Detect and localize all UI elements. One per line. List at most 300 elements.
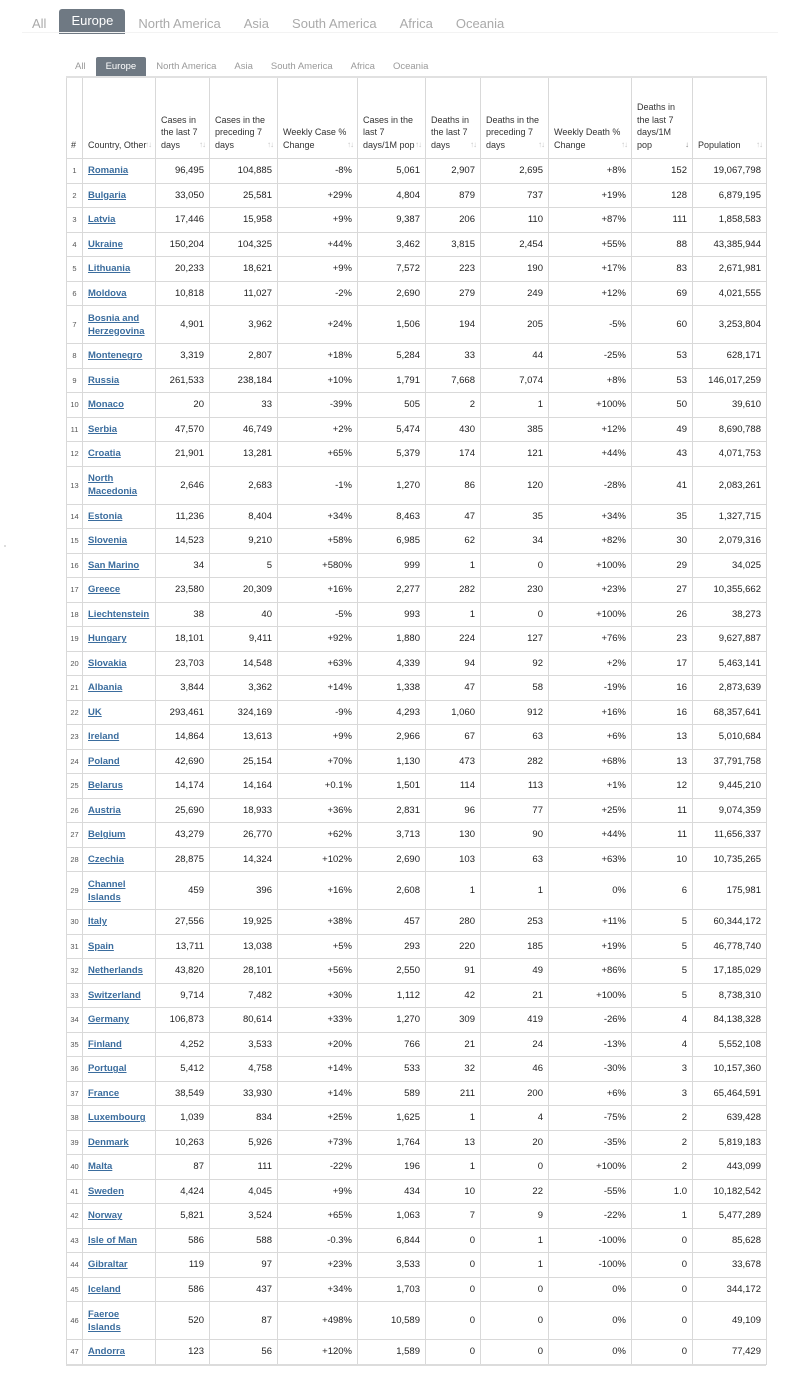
- country-link[interactable]: Portugal: [88, 1063, 127, 1075]
- row-cell: 282: [481, 749, 549, 774]
- row-cell: 16: [632, 676, 693, 701]
- row-cell: +9%: [278, 1179, 358, 1204]
- row-cell: +14%: [278, 676, 358, 701]
- sort-arrows-icon[interactable]: ↑↓: [415, 139, 421, 149]
- country-link[interactable]: Slovakia: [88, 657, 127, 669]
- header-cases-per-1m[interactable]: Cases in the last 7 days/1M pop ↑↓: [358, 77, 426, 159]
- row-cell: 280: [426, 910, 481, 935]
- row-cell: 223: [426, 257, 481, 282]
- country-link[interactable]: Latvia: [88, 214, 116, 226]
- country-link[interactable]: Poland: [88, 755, 120, 767]
- row-cell: 2,907: [426, 159, 481, 184]
- row-cell: +100%: [549, 983, 632, 1008]
- row-rank: 42: [67, 1204, 83, 1229]
- row-cell: 119: [156, 1253, 210, 1278]
- table-row: [67, 1057, 767, 1082]
- row-cell: 33: [210, 393, 278, 418]
- row-cell: 5,010,684: [693, 725, 767, 750]
- row-cell: 588: [210, 1228, 278, 1253]
- row-cell: 2,966: [358, 725, 426, 750]
- country-link[interactable]: Bulgaria: [88, 189, 127, 201]
- row-cell: 3,533: [210, 1032, 278, 1057]
- table-row: [67, 344, 767, 369]
- row-cell: 505: [358, 393, 426, 418]
- country-link[interactable]: Greece: [88, 584, 121, 596]
- row-cell: 766: [358, 1032, 426, 1057]
- tab-africa[interactable]: Africa: [399, 16, 433, 31]
- table-row: [67, 393, 767, 418]
- row-cell: -19%: [549, 676, 632, 701]
- table-row: [67, 504, 767, 529]
- row-rank: 13: [67, 466, 83, 504]
- country-link[interactable]: Austria: [88, 804, 121, 816]
- country-link[interactable]: Ukraine: [88, 238, 123, 250]
- row-cell: 196: [358, 1155, 426, 1180]
- header-deaths-last-7-days[interactable]: Deaths in the last 7 days ↑↓: [426, 77, 481, 159]
- row-cell: +17%: [549, 257, 632, 282]
- row-cell: 53: [632, 344, 693, 369]
- row-cell: +12%: [549, 281, 632, 306]
- row-cell: 18,933: [210, 798, 278, 823]
- table-row: [67, 959, 767, 984]
- row-cell: 10,818: [156, 281, 210, 306]
- row-cell: 25,581: [210, 183, 278, 208]
- row-cell: 1,703: [358, 1277, 426, 1302]
- row-cell: 6,844: [358, 1228, 426, 1253]
- country-link[interactable]: Hungary: [88, 633, 127, 645]
- row-cell: 2,807: [210, 344, 278, 369]
- country-link[interactable]: Germany: [88, 1014, 130, 1026]
- country-link[interactable]: Netherlands: [88, 965, 143, 977]
- row-cell: -75%: [549, 1106, 632, 1131]
- row-cell: 1,130: [358, 749, 426, 774]
- tab-asia[interactable]: Asia: [243, 16, 270, 31]
- row-cell: -100%: [549, 1253, 632, 1278]
- row-cell: 249: [481, 281, 549, 306]
- row-cell: 22: [481, 1179, 549, 1204]
- inner-tab-all[interactable]: All: [75, 61, 86, 72]
- row-cell: 85,628: [693, 1228, 767, 1253]
- row-cell: 0: [632, 1253, 693, 1278]
- row-cell: +10%: [278, 368, 358, 393]
- row-country: [83, 774, 156, 799]
- row-cell: +2%: [549, 651, 632, 676]
- row-cell: 2,608: [358, 872, 426, 910]
- row-rank: 6: [67, 281, 83, 306]
- country-link[interactable]: Liechtenstein: [88, 608, 150, 620]
- row-cell: 97: [210, 1253, 278, 1278]
- row-cell: 4: [632, 1008, 693, 1033]
- row-country: [83, 700, 156, 725]
- row-cell: 5: [632, 934, 693, 959]
- row-country: [83, 1204, 156, 1229]
- row-cell: 7,074: [481, 368, 549, 393]
- row-cell: 47,570: [156, 417, 210, 442]
- sort-arrows-icon[interactable]: ↓: [685, 139, 688, 149]
- country-link[interactable]: Malta: [88, 1161, 113, 1173]
- table-row: [67, 934, 767, 959]
- row-cell: 1,270: [358, 466, 426, 504]
- row-cell: 2,831: [358, 798, 426, 823]
- row-cell: 9: [481, 1204, 549, 1229]
- row-cell: 1,791: [358, 368, 426, 393]
- row-cell: +9%: [278, 725, 358, 750]
- row-cell: 2,079,316: [693, 529, 767, 554]
- sort-arrows-icon[interactable]: ↑↓: [347, 139, 353, 149]
- country-link[interactable]: Croatia: [88, 448, 121, 460]
- header-cases-preceding-7-days[interactable]: Cases in the preceding 7 days ↑↓: [210, 77, 278, 159]
- row-cell: +63%: [549, 847, 632, 872]
- country-link[interactable]: Lithuania: [88, 263, 131, 275]
- table-row: [67, 700, 767, 725]
- country-link[interactable]: Czechia: [88, 853, 124, 865]
- row-cell: 50: [632, 393, 693, 418]
- row-cell: 206: [426, 208, 481, 233]
- row-cell: 35: [632, 504, 693, 529]
- row-rank: 14: [67, 504, 83, 529]
- row-cell: +11%: [549, 910, 632, 935]
- sort-arrows-icon[interactable]: ↑↓: [267, 139, 273, 149]
- row-cell: 34,025: [693, 553, 767, 578]
- row-cell: 3,962: [210, 306, 278, 344]
- country-link[interactable]: Albania: [88, 682, 123, 694]
- row-cell: 0: [632, 1340, 693, 1365]
- row-rank: 36: [67, 1057, 83, 1082]
- row-cell: 999: [358, 553, 426, 578]
- row-cell: +102%: [278, 847, 358, 872]
- row-country: [83, 183, 156, 208]
- row-cell: +14%: [278, 1081, 358, 1106]
- row-rank: 41: [67, 1179, 83, 1204]
- row-cell: 10,589: [358, 1302, 426, 1340]
- sort-arrows-icon[interactable]: ↑↓: [470, 139, 476, 149]
- row-cell: 4,339: [358, 651, 426, 676]
- row-cell: 39,610: [693, 393, 767, 418]
- country-link[interactable]: Montenegro: [88, 350, 143, 362]
- country-link[interactable]: Finland: [88, 1038, 122, 1050]
- inner-tab-north-america[interactable]: North America: [156, 61, 217, 72]
- row-cell: 86: [426, 466, 481, 504]
- header-cases-last-7-days[interactable]: Cases in the last 7 days ↑↓: [156, 77, 210, 159]
- row-cell: 2,873,639: [693, 676, 767, 701]
- row-cell: 123: [156, 1340, 210, 1365]
- row-cell: 430: [426, 417, 481, 442]
- row-cell: 49,109: [693, 1302, 767, 1340]
- table-row: [67, 1155, 767, 1180]
- row-cell: 589: [358, 1081, 426, 1106]
- row-cell: 279: [426, 281, 481, 306]
- country-link[interactable]: Italy: [88, 916, 108, 928]
- sort-arrows-icon[interactable]: ↑↓: [145, 139, 151, 149]
- country-link[interactable]: Spain: [88, 940, 114, 952]
- country-link[interactable]: Faeroe Islands: [88, 1308, 121, 1333]
- row-cell: 111: [210, 1155, 278, 1180]
- row-country: [83, 1179, 156, 1204]
- inner-tab-oceania[interactable]: Oceania: [392, 61, 429, 72]
- row-rank: 18: [67, 602, 83, 627]
- row-cell: 80,614: [210, 1008, 278, 1033]
- row-cell: 9,714: [156, 983, 210, 1008]
- table-row: [67, 774, 767, 799]
- row-cell: +86%: [549, 959, 632, 984]
- row-cell: 3: [632, 1081, 693, 1106]
- row-cell: 4,901: [156, 306, 210, 344]
- row-cell: 6: [632, 872, 693, 910]
- row-cell: 92: [481, 651, 549, 676]
- row-cell: 27,556: [156, 910, 210, 935]
- header-deaths-per-1m[interactable]: Deaths in the last 7 days/1M pop ↓: [632, 77, 693, 159]
- row-cell: 38: [156, 602, 210, 627]
- country-link[interactable]: Serbia: [88, 423, 118, 435]
- inner-tab-south-america[interactable]: South America: [270, 61, 333, 72]
- row-cell: 67: [426, 725, 481, 750]
- sort-arrows-icon[interactable]: ↑↓: [538, 139, 544, 149]
- inner-tab-africa[interactable]: Africa: [350, 61, 375, 72]
- row-cell: 10,355,662: [693, 578, 767, 603]
- row-cell: +55%: [549, 232, 632, 257]
- row-cell: 40: [210, 602, 278, 627]
- row-cell: 2: [632, 1106, 693, 1131]
- country-link[interactable]: Denmark: [88, 1136, 129, 1148]
- row-country: [83, 872, 156, 910]
- country-link[interactable]: Belarus: [88, 780, 123, 792]
- row-cell: +38%: [278, 910, 358, 935]
- row-cell: -5%: [549, 306, 632, 344]
- country-link[interactable]: Belgium: [88, 829, 126, 841]
- row-cell: 2,690: [358, 281, 426, 306]
- sort-arrows-icon[interactable]: ↑↓: [756, 139, 762, 149]
- row-rank: 23: [67, 725, 83, 750]
- row-cell: 0%: [549, 872, 632, 910]
- row-cell: 33,930: [210, 1081, 278, 1106]
- tab-oceania[interactable]: Oceania: [455, 16, 505, 31]
- table-row: [67, 823, 767, 848]
- header-deaths-preceding-7-days[interactable]: Deaths in the preceding 7 days ↑↓: [481, 77, 549, 159]
- row-cell: 34: [156, 553, 210, 578]
- table-row: [67, 529, 767, 554]
- row-cell: 4,071,753: [693, 442, 767, 467]
- row-cell: 13: [632, 725, 693, 750]
- inner-tab-europe[interactable]: Europe: [96, 57, 147, 76]
- row-cell: +65%: [278, 1204, 358, 1229]
- row-cell: -22%: [278, 1155, 358, 1180]
- row-cell: 224: [426, 627, 481, 652]
- row-cell: 1,501: [358, 774, 426, 799]
- country-link[interactable]: Sweden: [88, 1185, 124, 1197]
- row-country: [83, 208, 156, 233]
- row-cell: 18,621: [210, 257, 278, 282]
- row-cell: 3,844: [156, 676, 210, 701]
- table-row: [67, 676, 767, 701]
- country-link[interactable]: UK: [88, 706, 102, 718]
- country-link[interactable]: Switzerland: [88, 989, 141, 1001]
- row-cell: 0: [481, 602, 549, 627]
- row-cell: 5,061: [358, 159, 426, 184]
- row-rank: 27: [67, 823, 83, 848]
- row-cell: 104,885: [210, 159, 278, 184]
- country-link[interactable]: Romania: [88, 165, 129, 177]
- inner-tab-asia[interactable]: Asia: [234, 61, 253, 72]
- row-cell: 11,236: [156, 504, 210, 529]
- row-cell: 43,279: [156, 823, 210, 848]
- row-cell: 24: [481, 1032, 549, 1057]
- country-link[interactable]: San Marino: [88, 559, 140, 571]
- country-link[interactable]: Slovenia: [88, 535, 128, 547]
- header-country[interactable]: Country, Other ↑↓: [83, 77, 156, 159]
- row-cell: 3,462: [358, 232, 426, 257]
- row-cell: 0: [481, 1302, 549, 1340]
- row-cell: 17,185,029: [693, 959, 767, 984]
- row-cell: 30: [632, 529, 693, 554]
- row-cell: 344,172: [693, 1277, 767, 1302]
- country-link[interactable]: Estonia: [88, 510, 123, 522]
- row-cell: 4: [481, 1106, 549, 1131]
- table-row: [67, 442, 767, 467]
- row-cell: +25%: [549, 798, 632, 823]
- table-row: [67, 847, 767, 872]
- table-row: [67, 651, 767, 676]
- row-cell: 114: [426, 774, 481, 799]
- table-row: [67, 1253, 767, 1278]
- row-rank: 8: [67, 344, 83, 369]
- sort-arrows-icon[interactable]: ↑↓: [199, 139, 205, 149]
- country-link[interactable]: Gibraltar: [88, 1259, 128, 1271]
- row-cell: 5,463,141: [693, 651, 767, 676]
- country-link[interactable]: Bosnia and Herzegovina: [88, 312, 145, 337]
- row-cell: -55%: [549, 1179, 632, 1204]
- row-cell: 5: [632, 910, 693, 935]
- row-cell: 2,646: [156, 466, 210, 504]
- row-country: [83, 368, 156, 393]
- row-cell: 3: [632, 1057, 693, 1082]
- row-cell: 2,690: [358, 847, 426, 872]
- row-cell: +120%: [278, 1340, 358, 1365]
- country-link[interactable]: Russia: [88, 374, 120, 386]
- sort-arrows-icon[interactable]: ↑↓: [621, 139, 627, 149]
- row-cell: 1,880: [358, 627, 426, 652]
- country-link[interactable]: Luxembourg: [88, 1112, 146, 1124]
- country-link[interactable]: Andorra: [88, 1346, 125, 1358]
- row-country: [83, 1228, 156, 1253]
- row-cell: 113: [481, 774, 549, 799]
- row-cell: +23%: [549, 578, 632, 603]
- row-cell: 1: [481, 1228, 549, 1253]
- row-country: [83, 1081, 156, 1106]
- row-cell: +5%: [278, 934, 358, 959]
- header-weekly-case-change[interactable]: Weekly Case % Change ↑↓: [278, 77, 358, 159]
- header-weekly-death-change[interactable]: Weekly Death % Change ↑↓: [549, 77, 632, 159]
- row-rank: 20: [67, 651, 83, 676]
- row-cell: -9%: [278, 700, 358, 725]
- row-cell: 56: [210, 1340, 278, 1365]
- table-row: [67, 1228, 767, 1253]
- row-country: [83, 344, 156, 369]
- row-country: [83, 1253, 156, 1278]
- table-row: [67, 1204, 767, 1229]
- row-rank: 37: [67, 1081, 83, 1106]
- table-row: [67, 1130, 767, 1155]
- tab-north-america[interactable]: North America: [138, 16, 221, 31]
- row-cell: 13,711: [156, 934, 210, 959]
- row-cell: 4,758: [210, 1057, 278, 1082]
- table-row: [67, 553, 767, 578]
- row-cell: 96,495: [156, 159, 210, 184]
- row-cell: 63: [481, 847, 549, 872]
- country-link[interactable]: North Macedonia: [88, 473, 138, 497]
- row-cell: 20,233: [156, 257, 210, 282]
- row-cell: 23,580: [156, 578, 210, 603]
- row-rank: 35: [67, 1032, 83, 1057]
- row-cell: 912: [481, 700, 549, 725]
- row-rank: 3: [67, 208, 83, 233]
- country-link[interactable]: Ireland: [88, 731, 120, 743]
- weekly-trends-table: [66, 76, 767, 1365]
- row-country: [83, 1057, 156, 1082]
- country-link[interactable]: Iceland: [88, 1283, 121, 1295]
- row-cell: +36%: [278, 798, 358, 823]
- row-rank: 31: [67, 934, 83, 959]
- tab-all[interactable]: All: [32, 16, 47, 31]
- row-country: [83, 281, 156, 306]
- table-row: [67, 417, 767, 442]
- row-cell: 38,549: [156, 1081, 210, 1106]
- table-row: [67, 578, 767, 603]
- row-cell: 11,027: [210, 281, 278, 306]
- country-link[interactable]: Monaco: [88, 399, 124, 411]
- row-cell: 58: [481, 676, 549, 701]
- row-rank: 1: [67, 159, 83, 184]
- country-link[interactable]: Norway: [88, 1210, 123, 1222]
- row-cell: 9,210: [210, 529, 278, 554]
- row-cell: 69: [632, 281, 693, 306]
- row-rank: 15: [67, 529, 83, 554]
- row-cell: 65,464,591: [693, 1081, 767, 1106]
- row-cell: 4,252: [156, 1032, 210, 1057]
- row-cell: 175,981: [693, 872, 767, 910]
- tab-europe[interactable]: Europe: [59, 9, 125, 34]
- row-cell: 4,045: [210, 1179, 278, 1204]
- country-link[interactable]: France: [88, 1087, 120, 1099]
- row-cell: 94: [426, 651, 481, 676]
- row-cell: +18%: [278, 344, 358, 369]
- row-country: [83, 676, 156, 701]
- row-rank: 43: [67, 1228, 83, 1253]
- header-population[interactable]: Population ↑↓: [693, 77, 767, 159]
- row-cell: +16%: [549, 700, 632, 725]
- region-tabs: [22, 12, 517, 34]
- row-cell: 32: [426, 1057, 481, 1082]
- row-cell: 0%: [549, 1340, 632, 1365]
- row-cell: 0: [426, 1228, 481, 1253]
- row-cell: +63%: [278, 651, 358, 676]
- header-rank[interactable]: #: [67, 77, 83, 159]
- row-rank: 45: [67, 1277, 83, 1302]
- row-rank: 40: [67, 1155, 83, 1180]
- row-cell: 5,477,289: [693, 1204, 767, 1229]
- tab-south-america[interactable]: South America: [292, 16, 377, 31]
- row-cell: 9,387: [358, 208, 426, 233]
- country-link[interactable]: Moldova: [88, 287, 127, 299]
- row-cell: 9,627,887: [693, 627, 767, 652]
- table-row: [67, 910, 767, 935]
- row-cell: 0: [481, 1155, 549, 1180]
- row-cell: 7,482: [210, 983, 278, 1008]
- country-link[interactable]: Channel Islands: [88, 878, 126, 903]
- row-cell: 282: [426, 578, 481, 603]
- country-link[interactable]: Isle of Man: [88, 1234, 138, 1246]
- row-cell: 33,050: [156, 183, 210, 208]
- row-country: [83, 749, 156, 774]
